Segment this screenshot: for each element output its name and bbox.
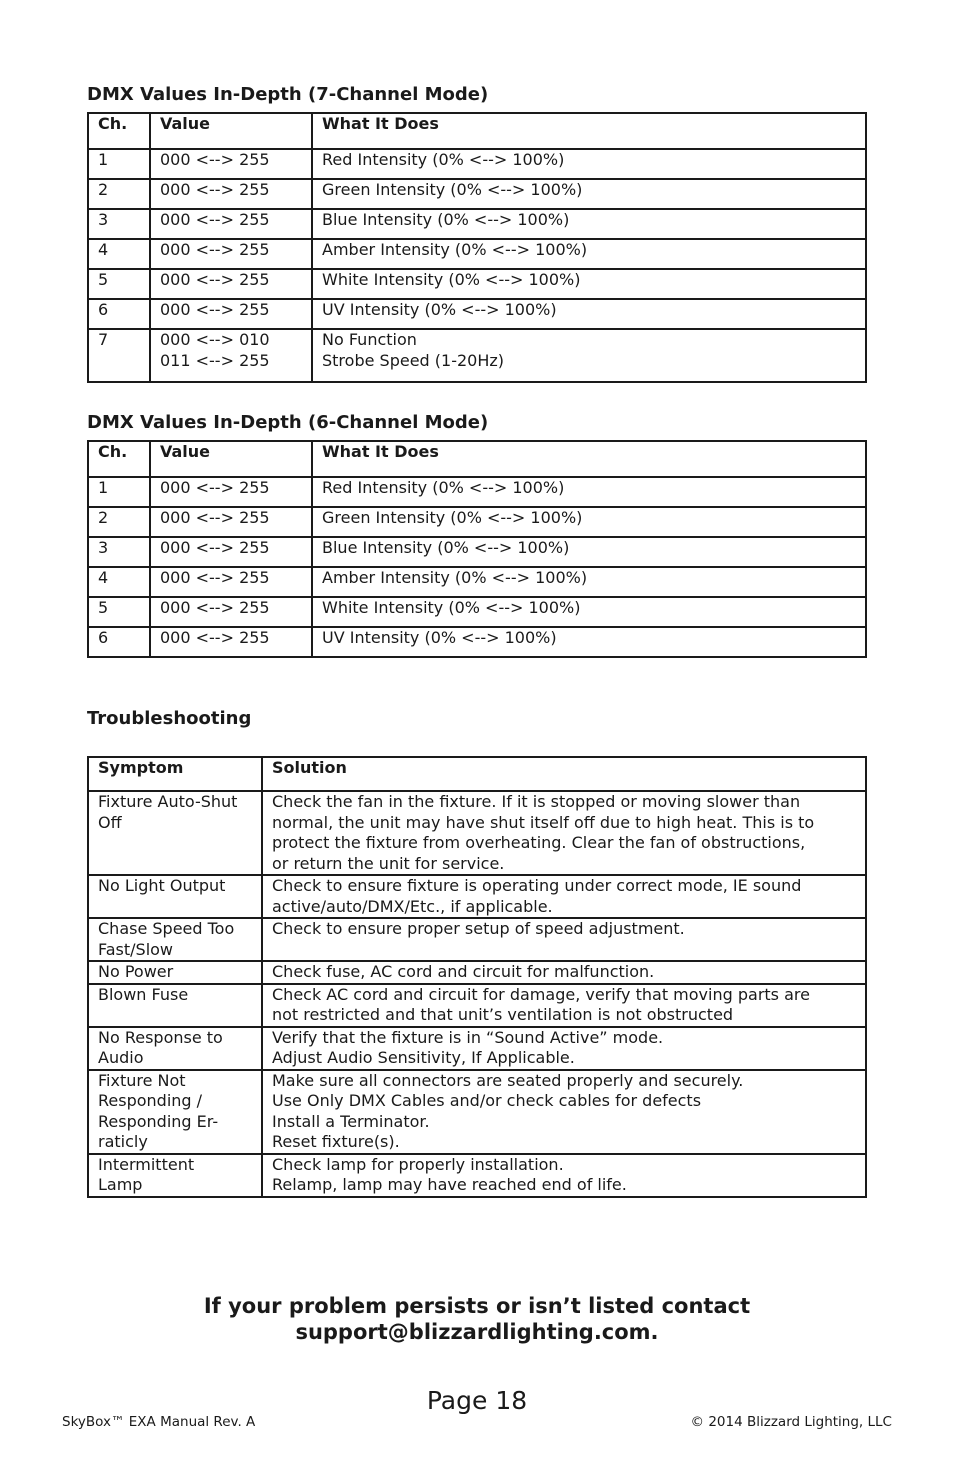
table-row [88,875,866,918]
symptom-cell-line: Responding / [98,1091,203,1110]
value-cell-line: 000 <--> 255 [160,598,270,617]
table-row [88,791,866,875]
table-row [88,984,866,1027]
solution-cell [262,1154,866,1197]
value-cell [150,299,312,329]
value-cell-line: 000 <--> 255 [160,478,270,497]
function-cell-line: UV Intensity (0% <--> 100%) [322,628,557,647]
symptom-cell-line: Chase Speed Too [98,919,235,938]
function-cell-line: UV Intensity (0% <--> 100%) [322,300,557,319]
dmx7-header-desc: What It Does [312,113,866,149]
function-cell [312,299,866,329]
function-cell-line: Red Intensity (0% <--> 100%) [322,150,565,169]
dmx6-table [87,440,867,658]
footer-copyright: © 2014 Blizzard Lighting, LLC [690,1414,892,1430]
table-row [88,329,866,382]
function-cell-line: Amber Intensity (0% <--> 100%) [322,240,588,259]
contact-line-1: If your problem persists or isn’t listed contact [203,1294,751,1318]
symptom-cell [88,984,262,1027]
function-cell [312,597,866,627]
dmx7-table [87,112,867,383]
solution-cell-line: Check to ensure fixture is operating under correct mode, IE sound [272,876,802,895]
symptom-cell [88,791,262,875]
table-row [88,1027,866,1070]
value-cell [150,269,312,299]
symptom-cell [88,918,262,961]
function-cell [312,179,866,209]
channel-cell: 6 [88,627,150,657]
value-cell [150,537,312,567]
function-cell [312,209,866,239]
function-cell-line: White Intensity (0% <--> 100%) [322,598,581,617]
troubleshooting-body [88,791,866,1197]
value-cell [150,477,312,507]
symptom-cell-line: Off [98,812,122,832]
symptom-cell-line: Fixture Auto-Shut [98,792,238,811]
symptom-cell [88,1070,262,1154]
value-cell [150,507,312,537]
table-row [88,1154,866,1197]
function-cell-line: White Intensity (0% <--> 100%) [322,270,581,289]
footer-manual-title: SkyBox™ EXA Manual Rev. A [62,1414,256,1430]
channel-cell: 3 [88,537,150,567]
value-cell-line: 000 <--> 010 [160,330,270,349]
table-row [88,567,866,597]
channel-cell: 1 [88,149,150,179]
solution-cell-line: Verify that the fixture is in “Sound Active” mode. [272,1027,664,1047]
value-cell [150,597,312,627]
solution-cell-line: Check AC cord and circuit for damage, verify that moving parts are [272,984,810,1004]
function-cell [312,507,866,537]
channel-cell: 7 [88,329,150,382]
function-cell-line: No Function [322,330,417,349]
value-cell-line: 000 <--> 255 [160,180,270,199]
dmx6-header-desc: What It Does [312,441,866,477]
value-cell [150,209,312,239]
symptom-cell-line: Lamp [98,1175,143,1194]
solution-cell-line: Check the fan in the fixture. If it is stopped or moving slower than [272,792,801,811]
solution-cell-line: Check fuse, AC cord and circuit for malfunction. [272,962,655,981]
solution-cell-line: not restricted and that unit’s ventilation is not obstructed [272,1005,734,1024]
function-cell [312,149,866,179]
solution-cell-line: or return the unit for service. [272,853,505,873]
symptom-cell-line: No Response to [98,1027,223,1047]
value-cell-line: 000 <--> 255 [160,568,270,587]
function-cell [312,239,866,269]
support-email: support@blizzardlighting.com. [295,1320,659,1344]
table-row [88,179,866,209]
solution-cell-line: Use Only DMX Cables and/or check cables for defects [272,1091,702,1110]
dmx7-header-ch: Ch. [88,113,150,149]
dmx6-header-row [88,441,866,477]
solution-cell-line: Relamp, lamp may have reached end of life. [272,1175,627,1194]
contact-note [0,1293,954,1345]
table-row [88,477,866,507]
solution-cell-line: active/auto/DMX/Etc., if applicable. [272,896,553,916]
function-cell-line: Green Intensity (0% <--> 100%) [322,180,583,199]
value-cell [150,179,312,209]
troubleshooting-header-symptom: Symptom [88,757,262,791]
dmx7-header-value: Value [150,113,312,149]
function-cell [312,567,866,597]
solution-cell [262,1070,866,1154]
channel-cell: 4 [88,239,150,269]
dmx6-header-ch: Ch. [88,441,150,477]
symptom-cell-line: Fixture Not [98,1070,186,1090]
table-row [88,597,866,627]
channel-cell: 5 [88,269,150,299]
solution-cell-line: protect the fixture from overheating. Clear the fan of obstructions, [272,833,806,852]
symptom-cell-line: Fast/Slow [98,939,174,959]
value-cell-line: 000 <--> 255 [160,628,270,647]
table-row [88,918,866,961]
value-cell-line: 011 <--> 255 [160,350,270,370]
function-cell-line: Strobe Speed (1-20Hz) [322,350,504,370]
table-row [88,537,866,567]
value-cell [150,627,312,657]
troubleshooting-title: Troubleshooting [87,708,252,729]
channel-cell: 5 [88,597,150,627]
dmx6-title: DMX Values In-Depth (6-Channel Mode) [87,412,489,433]
symptom-cell-line: No Power [98,962,174,981]
table-row [88,239,866,269]
channel-cell: 1 [88,477,150,507]
solution-cell-line: Reset fixture(s). [272,1132,400,1151]
function-cell [312,537,866,567]
value-cell-line: 000 <--> 255 [160,300,270,319]
symptom-cell [88,1027,262,1070]
function-cell-line: Green Intensity (0% <--> 100%) [322,508,583,527]
troubleshooting-header-row [88,757,866,791]
function-cell-line: Red Intensity (0% <--> 100%) [322,478,565,497]
table-row [88,507,866,537]
troubleshooting-table [87,756,867,1198]
channel-cell: 3 [88,209,150,239]
solution-cell [262,918,866,961]
troubleshooting-header-solution: Solution [262,757,866,791]
channel-cell: 2 [88,179,150,209]
symptom-cell-line: No Light Output [98,876,226,895]
value-cell-line: 000 <--> 255 [160,538,270,557]
value-cell [150,567,312,597]
solution-cell-line: Adjust Audio Sensitivity, If Applicable. [272,1048,575,1067]
symptom-cell [88,961,262,984]
value-cell-line: 000 <--> 255 [160,508,270,527]
function-cell [312,477,866,507]
table-row [88,209,866,239]
value-cell [150,329,312,382]
dmx6-header-value: Value [150,441,312,477]
table-row [88,299,866,329]
solution-cell-line: Install a Terminator. [272,1111,430,1131]
solution-cell-line: Check lamp for properly installation. [272,1154,564,1174]
function-cell [312,329,866,382]
solution-cell [262,875,866,918]
table-row [88,961,866,984]
value-cell-line: 000 <--> 255 [160,150,270,169]
page-number: Page 18 [426,1386,528,1415]
function-cell-line: Amber Intensity (0% <--> 100%) [322,568,588,587]
table-row [88,627,866,657]
dmx7-body [88,149,866,382]
solution-cell [262,961,866,984]
value-cell [150,149,312,179]
symptom-cell [88,875,262,918]
solution-cell [262,791,866,875]
dmx7-title: DMX Values In-Depth (7-Channel Mode) [87,84,489,105]
dmx7-header-row [88,113,866,149]
symptom-cell-line: Responding Er- [98,1111,219,1131]
value-cell-line: 000 <--> 255 [160,210,270,229]
table-row [88,269,866,299]
function-cell-line: Blue Intensity (0% <--> 100%) [322,538,570,557]
solution-cell-line: Make sure all connectors are seated properly and securely. [272,1070,744,1090]
solution-cell-line: normal, the unit may have shut itself off due to high heat. This is to [272,812,815,832]
symptom-cell-line: Audio [98,1048,144,1067]
channel-cell: 6 [88,299,150,329]
value-cell-line: 000 <--> 255 [160,240,270,259]
table-row [88,149,866,179]
function-cell [312,269,866,299]
value-cell-line: 000 <--> 255 [160,270,270,289]
function-cell-line: Blue Intensity (0% <--> 100%) [322,210,570,229]
channel-cell: 4 [88,567,150,597]
dmx6-body [88,477,866,657]
function-cell [312,627,866,657]
symptom-cell-line: Blown Fuse [98,984,189,1004]
symptom-cell-line: Intermittent [98,1154,195,1174]
table-row [88,1070,866,1154]
value-cell [150,239,312,269]
solution-cell-line: Check to ensure proper setup of speed adjustment. [272,919,685,938]
solution-cell [262,984,866,1027]
solution-cell [262,1027,866,1070]
channel-cell: 2 [88,507,150,537]
symptom-cell [88,1154,262,1197]
symptom-cell-line: raticly [98,1132,148,1151]
